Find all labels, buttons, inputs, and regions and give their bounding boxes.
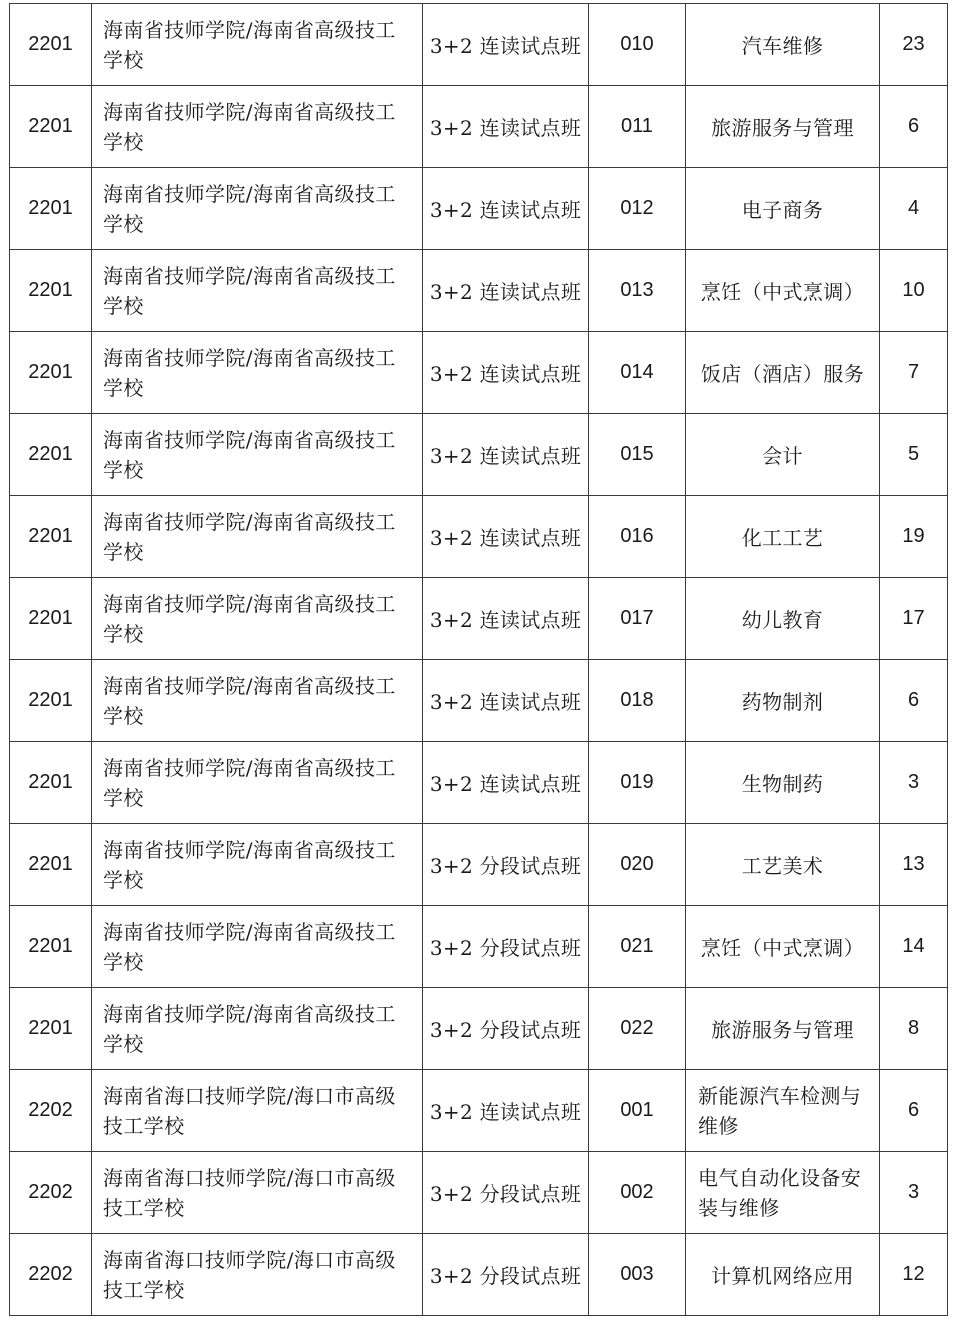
- school-name-cell: 海南省技师学院/海南省高级技工学校: [92, 4, 423, 86]
- major-code-cell: 014: [589, 332, 686, 414]
- program-type-cell: 3+2 连读试点班: [423, 332, 589, 414]
- school-code-cell: 2201: [10, 414, 92, 496]
- major-name-cell: 计算机网络应用: [686, 1234, 880, 1316]
- major-name-cell: 生物制药: [686, 742, 880, 824]
- enrollment-count-cell: 13: [880, 824, 948, 906]
- enrollment-count-cell: 3: [880, 742, 948, 824]
- table-row: [10, 496, 948, 578]
- program-type-cell: 3+2 连读试点班: [423, 660, 589, 742]
- school-code-cell: 2201: [10, 4, 92, 86]
- school-code-cell: 2202: [10, 1152, 92, 1234]
- school-name-cell: 海南省技师学院/海南省高级技工学校: [92, 496, 423, 578]
- school-name-cell: 海南省海口技师学院/海口市高级技工学校: [92, 1234, 423, 1316]
- table-row: [10, 660, 948, 742]
- school-code-cell: 2201: [10, 906, 92, 988]
- enrollment-count-cell: 12: [880, 1234, 948, 1316]
- major-name-cell: 汽车维修: [686, 4, 880, 86]
- school-name-cell: 海南省技师学院/海南省高级技工学校: [92, 332, 423, 414]
- major-name-cell: 烹饪（中式烹调）: [686, 906, 880, 988]
- enrollment-count-cell: 5: [880, 414, 948, 496]
- major-name-cell: 电子商务: [686, 168, 880, 250]
- enrollment-count-cell: 19: [880, 496, 948, 578]
- program-type-cell: 3+2 连读试点班: [423, 1070, 589, 1152]
- enrollment-count-cell: 14: [880, 906, 948, 988]
- program-type-cell: 3+2 连读试点班: [423, 578, 589, 660]
- major-code-cell: 021: [589, 906, 686, 988]
- table-row: [10, 332, 948, 414]
- major-code-cell: 013: [589, 250, 686, 332]
- school-code-cell: 2201: [10, 988, 92, 1070]
- major-code-cell: 016: [589, 496, 686, 578]
- school-name-cell: 海南省技师学院/海南省高级技工学校: [92, 824, 423, 906]
- school-code-cell: 2201: [10, 86, 92, 168]
- enrollment-count-cell: 7: [880, 332, 948, 414]
- table-row: [10, 906, 948, 988]
- major-name-cell: 旅游服务与管理: [686, 988, 880, 1070]
- table-row: [10, 1070, 948, 1152]
- major-code-cell: 003: [589, 1234, 686, 1316]
- table-row: [10, 742, 948, 824]
- enrollment-count-cell: 3: [880, 1152, 948, 1234]
- major-code-cell: 019: [589, 742, 686, 824]
- major-name-cell: 饭店（酒店）服务: [686, 332, 880, 414]
- table-body: [10, 4, 948, 1316]
- table-row: [10, 250, 948, 332]
- major-code-cell: 015: [589, 414, 686, 496]
- major-code-cell: 010: [589, 4, 686, 86]
- school-code-cell: 2202: [10, 1070, 92, 1152]
- enrollment-count-cell: 6: [880, 1070, 948, 1152]
- school-name-cell: 海南省技师学院/海南省高级技工学校: [92, 660, 423, 742]
- table-row: [10, 1152, 948, 1234]
- major-name-cell: 旅游服务与管理: [686, 86, 880, 168]
- school-code-cell: 2202: [10, 1234, 92, 1316]
- major-code-cell: 022: [589, 988, 686, 1070]
- enrollment-count-cell: 6: [880, 660, 948, 742]
- enrollment-count-cell: 8: [880, 988, 948, 1070]
- school-code-cell: 2201: [10, 660, 92, 742]
- school-name-cell: 海南省海口技师学院/海口市高级技工学校: [92, 1070, 423, 1152]
- table-row: [10, 824, 948, 906]
- school-code-cell: 2201: [10, 250, 92, 332]
- program-type-cell: 3+2 连读试点班: [423, 86, 589, 168]
- program-type-cell: 3+2 连读试点班: [423, 250, 589, 332]
- enrollment-count-cell: 23: [880, 4, 948, 86]
- program-type-cell: 3+2 分段试点班: [423, 824, 589, 906]
- admissions-table: [9, 3, 948, 1316]
- table-row: [10, 1234, 948, 1316]
- major-name-cell: 烹饪（中式烹调）: [686, 250, 880, 332]
- program-type-cell: 3+2 连读试点班: [423, 742, 589, 824]
- school-name-cell: 海南省技师学院/海南省高级技工学校: [92, 250, 423, 332]
- enrollment-count-cell: 17: [880, 578, 948, 660]
- major-code-cell: 018: [589, 660, 686, 742]
- program-type-cell: 3+2 连读试点班: [423, 168, 589, 250]
- major-name-cell: 新能源汽车检测与维修: [686, 1070, 880, 1152]
- school-name-cell: 海南省技师学院/海南省高级技工学校: [92, 742, 423, 824]
- table-row: [10, 988, 948, 1070]
- major-name-cell: 工艺美术: [686, 824, 880, 906]
- school-name-cell: 海南省技师学院/海南省高级技工学校: [92, 86, 423, 168]
- major-name-cell: 化工工艺: [686, 496, 880, 578]
- program-type-cell: 3+2 连读试点班: [423, 4, 589, 86]
- table-row: [10, 168, 948, 250]
- major-code-cell: 002: [589, 1152, 686, 1234]
- program-type-cell: 3+2 分段试点班: [423, 906, 589, 988]
- major-name-cell: 电气自动化设备安装与维修: [686, 1152, 880, 1234]
- program-type-cell: 3+2 分段试点班: [423, 1152, 589, 1234]
- program-type-cell: 3+2 连读试点班: [423, 414, 589, 496]
- program-type-cell: 3+2 分段试点班: [423, 1234, 589, 1316]
- major-code-cell: 001: [589, 1070, 686, 1152]
- school-name-cell: 海南省技师学院/海南省高级技工学校: [92, 578, 423, 660]
- table-row: [10, 4, 948, 86]
- school-code-cell: 2201: [10, 742, 92, 824]
- school-code-cell: 2201: [10, 496, 92, 578]
- major-code-cell: 012: [589, 168, 686, 250]
- school-name-cell: 海南省技师学院/海南省高级技工学校: [92, 988, 423, 1070]
- school-code-cell: 2201: [10, 332, 92, 414]
- school-code-cell: 2201: [10, 578, 92, 660]
- school-name-cell: 海南省海口技师学院/海口市高级技工学校: [92, 1152, 423, 1234]
- table-row: [10, 414, 948, 496]
- enrollment-count-cell: 4: [880, 168, 948, 250]
- program-type-cell: 3+2 连读试点班: [423, 496, 589, 578]
- table-row: [10, 578, 948, 660]
- school-code-cell: 2201: [10, 824, 92, 906]
- major-code-cell: 017: [589, 578, 686, 660]
- program-type-cell: 3+2 分段试点班: [423, 988, 589, 1070]
- enrollment-count-cell: 10: [880, 250, 948, 332]
- admissions-table-page: [9, 3, 947, 1316]
- major-name-cell: 会计: [686, 414, 880, 496]
- major-code-cell: 020: [589, 824, 686, 906]
- major-name-cell: 药物制剂: [686, 660, 880, 742]
- school-code-cell: 2201: [10, 168, 92, 250]
- school-name-cell: 海南省技师学院/海南省高级技工学校: [92, 414, 423, 496]
- major-name-cell: 幼儿教育: [686, 578, 880, 660]
- school-name-cell: 海南省技师学院/海南省高级技工学校: [92, 168, 423, 250]
- table-row: [10, 86, 948, 168]
- school-name-cell: 海南省技师学院/海南省高级技工学校: [92, 906, 423, 988]
- enrollment-count-cell: 6: [880, 86, 948, 168]
- major-code-cell: 011: [589, 86, 686, 168]
